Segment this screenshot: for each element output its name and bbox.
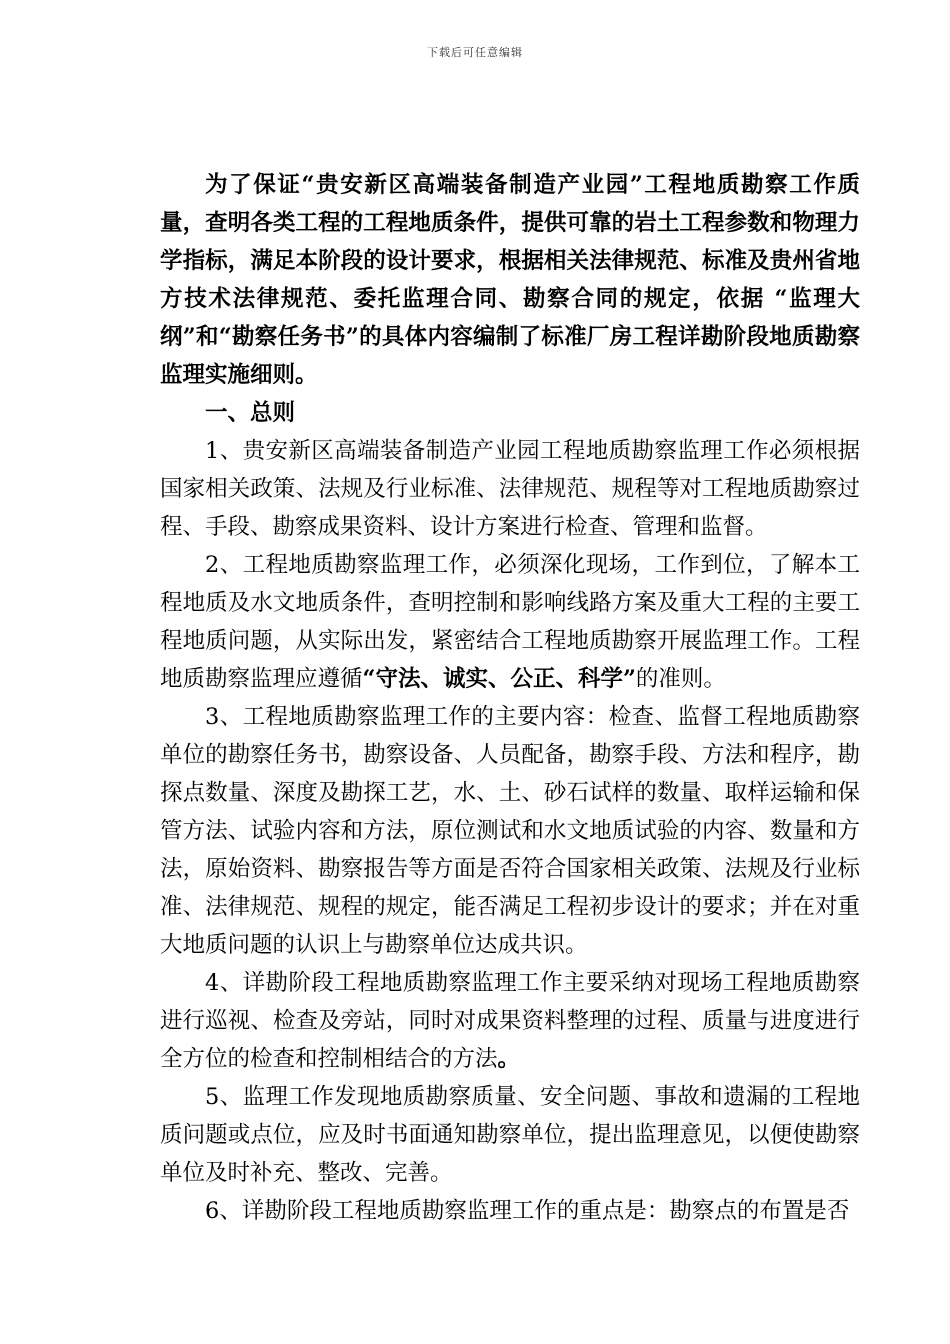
section-heading-general: 一、总则 [205, 400, 296, 426]
item-paragraph-5: 5、监理工作发现地质勘察质量、安全问题、事故和遗漏的工程地质问题或点位，应及时书面通知勘察单位，提出监理意见，以便使勘察单位及时补充、整改、完善。 [160, 1084, 860, 1186]
document-body [160, 166, 860, 1230]
item-paragraph-2 [160, 546, 860, 698]
principle-bold-text: “守法、诚实、公正、科学” [362, 666, 636, 692]
item-paragraph-4 [160, 964, 860, 1078]
item-paragraph-1: 1、贵安新区高端装备制造产业园工程地质勘察监理工作必须根据国家相关政策、法规及行业标准、法律规范、规程等对工程地质勘察过程、手段、勘察成果资料、设计方案进行检查、管理和监督。 [160, 438, 860, 540]
item-paragraph-4-text: 4、详勘阶段工程地质勘察监理工作主要采纳对现场工程地质勘察进行巡视、检查及旁站，同时对成果资料整理的过程、质量与进度进行全方位的检查和控制相结合的方法 [160, 970, 860, 1072]
item-paragraph-2-text: 2、工程地质勘察监理工作，必须深化现场，工作到位，了解本工程地质及水文地质条件，查明控制和影响线路方案及重大工程的主要工程地质问题，从实际出发，紧密结合工程地质勘察开展监理工作。工程地质勘察监理应遵循 [160, 552, 860, 692]
item-paragraph-4-period: 。 [497, 1046, 521, 1072]
item-paragraph-6: 6、详勘阶段工程地质勘察监理工作的重点是：勘察点的布置是否 [205, 1198, 850, 1224]
page-header: 下载后可任意编辑 [427, 46, 523, 59]
intro-paragraph: 为了保证“贵安新区高端装备制造产业园”工程地质勘察工作质量，查明各类工程的工程地质条件，提供可靠的岩土工程参数和物理力学指标，满足本阶段的设计要求，根据相关法律规范、标准及贵州省地方技术法律规范、委托监理合同、勘察合同的规定，依据 “监理大纲”和“勘察任务书”的具体内容编制了标准厂房工程详勘阶段地质勘察监理实施细则。 [160, 172, 860, 388]
item-paragraph-2-ending: 的准则。 [635, 666, 726, 692]
item-paragraph-3: 3、工程地质勘察监理工作的主要内容：检查、监督工程地质勘察单位的勘察任务书，勘察设备、人员配备，勘察手段、方法和程序，勘探点数量、深度及勘探工艺，水、土、砂石试样的数量、取样运输和保管方法、试验内容和方法，原位测试和水文地质试验的内容、数量和方法，原始资料、勘察报告等方面是否符合国家相关政策、法规及行业标准、法律规范、规程的规定，能否满足工程初步设计的要求；并在对重大地质问题的认识上与勘察单位达成共识。 [160, 704, 860, 958]
